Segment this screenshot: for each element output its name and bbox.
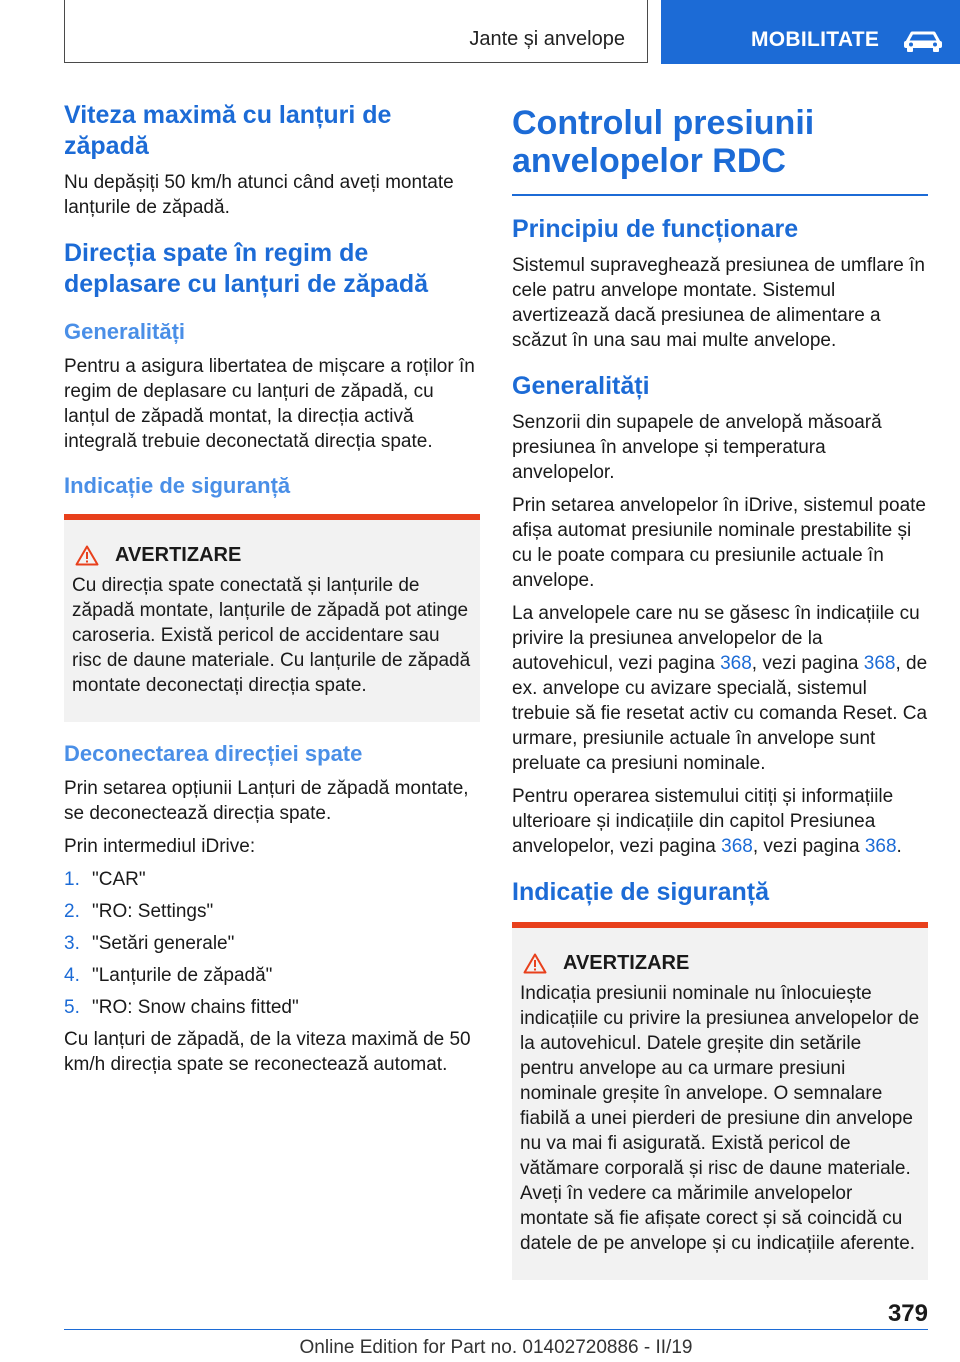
right-column [512,100,928,1280]
heading-safety: Indicație de siguranță [512,878,770,906]
text-sensors: Senzorii din supapele de anvelopă măsoară presiunea în anvelope și temperatura anvelopelor. [512,412,882,483]
text-general: Pentru a asigura libertatea de mișcare a roților în regim de deplasare cu lanțuri de zăpadă, cu lanțul de zăpadă montat, la direcția activă integrală trebuie deconectată direcția spate. [64,356,475,452]
page-number: 379 [887,1300,928,1327]
warning-icon [75,545,99,566]
list-item: 2. "RO: Settings" [64,901,214,922]
text-idrive-setup: Prin setarea anvelopelor în iDrive, sistemul poate afișa automat presiunile nominale prestabilite și cu le poate compara cu presiunile actuale în anvelope. [512,495,926,591]
warning-title: AVERTIZARE [563,952,690,974]
page-link[interactable]: 368 [864,836,897,857]
warning-box [512,922,928,1280]
list-item: 3. "Setări generale" [64,933,235,954]
warning-box [64,514,480,722]
footer-divider [64,1329,928,1330]
text-principle: Sistemul supraveghează presiunea de umflare în cele patru anvelope montate. Sistemul avertizează dacă presiunea de alimentare a scăzut în una sau mai multe anvelope. [512,255,925,351]
list-item: 4. "Lanțurile de zăpadă" [64,965,273,986]
warning-icon [523,953,547,974]
heading-general: Generalități [512,372,650,400]
text-more-info: Pentru operarea sistemului citiți și informațiile ulterioare și indicațiile din capitol Presiunea anvelopelor, vezi pagina 368, vezi pagina 368. [512,786,902,857]
text-disconnect: Prin setarea opțiunii Lanțuri de zăpadă montate, se deconectează direcția spate. [64,778,469,824]
heading-general: Generalități [64,319,186,344]
heading-safety: Indicație de siguranță [64,473,291,498]
text-final: Cu lanțuri de zăpadă, de la viteza maximă de 50 km/h direcția spate se reconectează automat. [64,1029,471,1075]
steps-list [64,867,480,1020]
heading-max-speed: Viteza maximă cu lanțuri de zăpadă [64,101,392,160]
left-column [64,100,480,1077]
section-title: Jante și anvelope [469,28,625,50]
list-item: 5. "RO: Snow chains fitted" [64,997,299,1018]
warning-title: AVERTIZARE [115,544,242,566]
heading-rear-steering: Direcția spate în regim de deplasare cu lanțuri de zăpadă [64,239,429,298]
edition-footer: Online Edition for Part no. 01402720886 - II/19 [299,1337,693,1358]
text-idrive: Prin intermediul iDrive: [64,836,256,857]
chapter-divider [512,194,928,196]
text-max-speed: Nu depășiți 50 km/h atunci când aveți montate lanțurile de zăpadă. [64,172,454,218]
chapter-title: Controlul presiunii anvelopelor RDC [512,104,815,180]
page-link[interactable]: 368 [720,653,752,674]
page-link[interactable]: 368 [721,836,753,857]
page-link[interactable]: 368 [863,653,896,674]
car-icon [903,30,943,57]
heading-disconnect: Deconectarea direcției spate [64,741,363,766]
warning-text: Indicația presiunii nominale nu înlocuiește indicațiile cu privire la presiunea anvelopelor de la autovehicul. Datele greșite din setările pentru anvelope au ca urmare presiuni nominale greșite în anvelope. O semnalare fiabilă a unei pierderi de presiune din anvelope nu va mai fi asigurată. Există pericol de vătămare corporală și risc de daune materiale. Aveți în vedere ca mărimile anvelopelor montate să fie afișate corect și să coincidă cu datele de pe anvelope și cu indicațiile aferente. [520,983,920,1254]
list-item: 1. "CAR" [64,869,146,890]
header-section-box [64,0,648,63]
heading-principle: Principiu de funcționare [512,215,799,243]
text-reset: La anvelopele care nu se găsesc în indicațiile cu privire la presiunea anvelopelor de la autovehicul, vezi pagina 368, vezi pagina 368, de ex. anvelope cu avizare specială, sistemul trebuie să fie resetat activ cu comanda Reset. Ca urmare, presiunile actuale în anvelope sunt preluate ca presiuni nominale. [512,603,928,774]
warning-text: Cu direcția spate conectată și lanțurile de zăpadă montate, lanțurile de zăpadă pot atinge caroseria. Există pericol de accidentare sau risc de daune materiale. Cu lanțurile de zăpadă montate deconectați direcția spate. [72,575,471,696]
chapter-tab-label: MOBILITATE [751,28,880,51]
chapter-tab[interactable] [661,0,960,64]
